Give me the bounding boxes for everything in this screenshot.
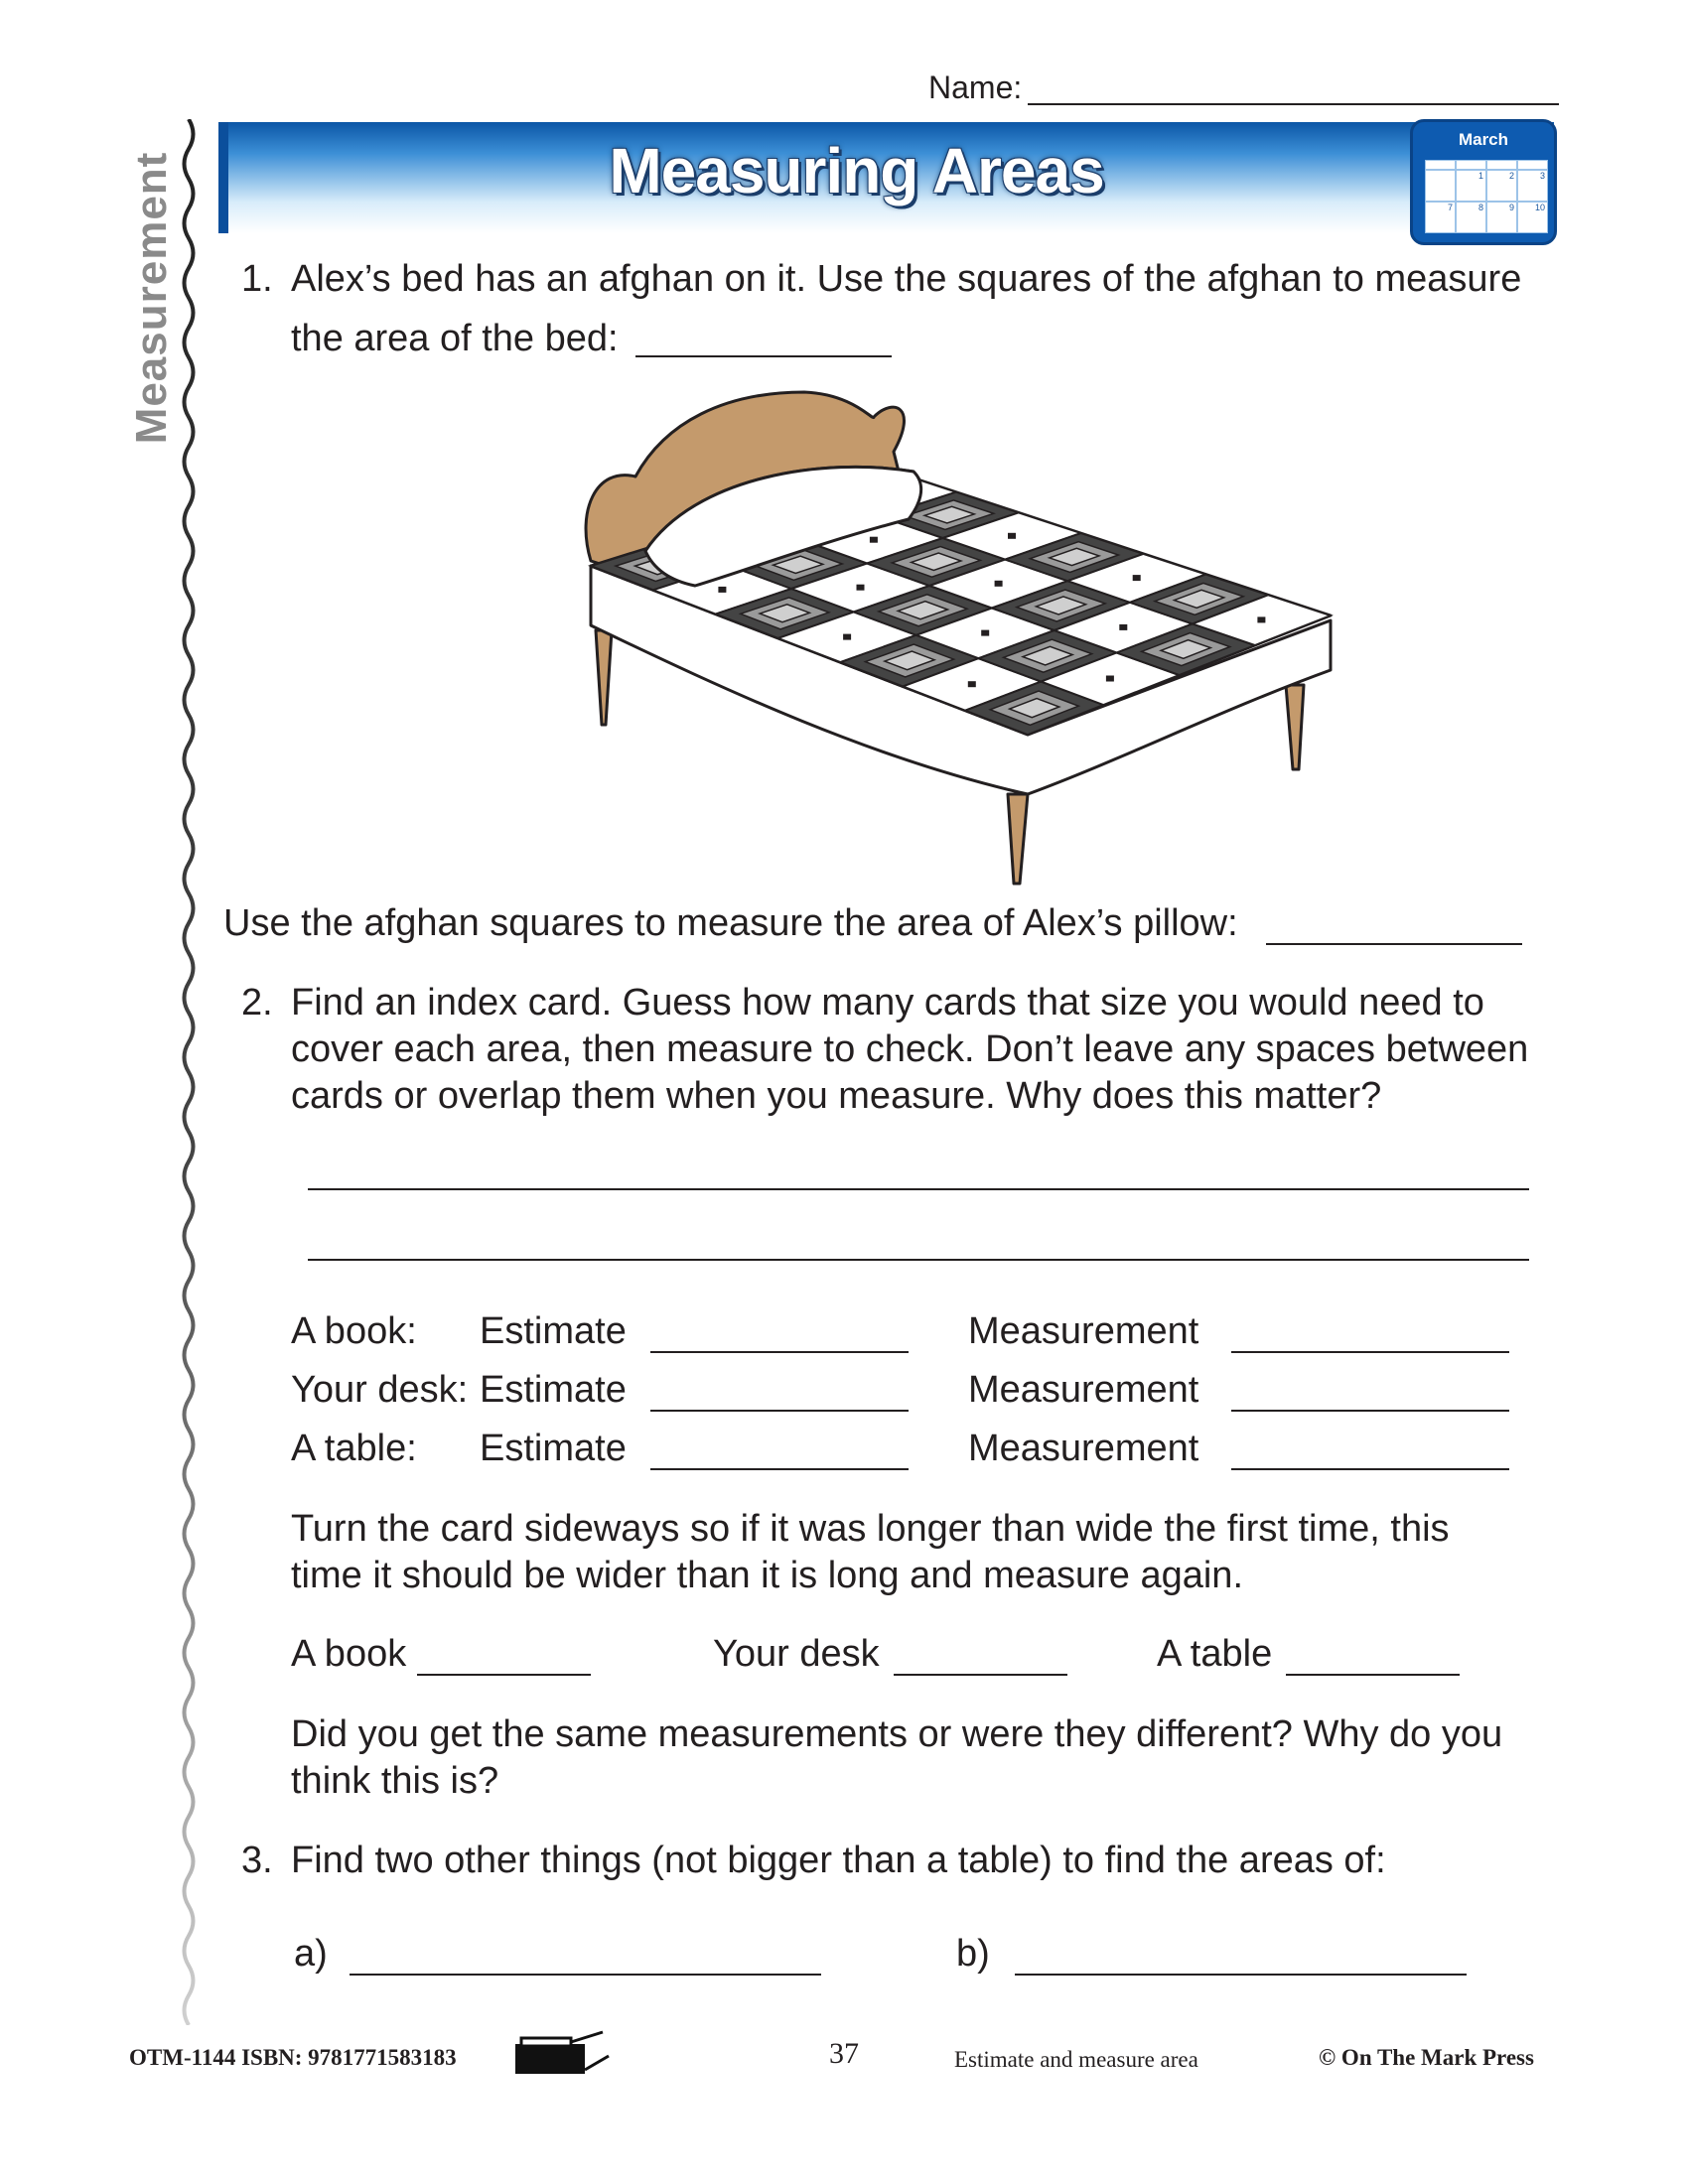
- book-measurement-line[interactable]: [1231, 1351, 1509, 1353]
- q1-text-line2-text: the area of the bed:: [291, 318, 619, 359]
- again-desk-line[interactable]: [894, 1674, 1067, 1676]
- again-table-line[interactable]: [1286, 1674, 1460, 1676]
- again-book: A book: [291, 1633, 407, 1675]
- photocopier-icon: [511, 2030, 611, 2080]
- bed-with-afghan-illustration: [576, 382, 1340, 888]
- bed-leg: [1008, 794, 1028, 884]
- calendar-icon: [1410, 119, 1557, 245]
- pillow-prompt: Use the afghan squares to measure the area of Alex’s pillow:: [223, 902, 1238, 944]
- q3-b-answer-line[interactable]: [1015, 1974, 1467, 1976]
- afghan-square-dot: [718, 587, 726, 593]
- calendar-day: 7: [1425, 202, 1456, 233]
- side-label: [121, 149, 183, 447]
- row-table-estimate: Estimate: [480, 1428, 627, 1469]
- q3-a-answer-line[interactable]: [350, 1974, 821, 1976]
- q3-number: 3.: [241, 1840, 273, 1881]
- page-number: 37: [829, 2037, 859, 2070]
- calendar-day: 10: [1517, 202, 1548, 233]
- afghan-square-dot: [1106, 676, 1114, 682]
- table-estimate-line[interactable]: [650, 1468, 909, 1470]
- afghan-square-dot: [995, 581, 1003, 587]
- calendar-day: 3: [1517, 170, 1548, 202]
- footer-publisher: © On The Mark Press: [1319, 2045, 1534, 2070]
- row-book-item: A book:: [291, 1310, 417, 1352]
- q2-line1: Find an index card. Guess how many cards that size you would need to: [291, 982, 1484, 1024]
- calendar-month: March: [1458, 130, 1509, 149]
- side-label-text: Measurement: [127, 151, 176, 445]
- row-book-measurement: Measurement: [968, 1310, 1199, 1352]
- calendar-day: 9: [1486, 202, 1517, 233]
- q1-text-line2: [291, 316, 619, 361]
- turn-line2: time it should be wider than it is long and measure again.: [291, 1555, 1243, 1596]
- afghan-square-dot: [857, 585, 865, 591]
- again-book-line[interactable]: [417, 1674, 591, 1676]
- q2-answer-line-2[interactable]: [308, 1259, 1529, 1261]
- footer-topic: Estimate and measure area: [954, 2047, 1198, 2072]
- q3-text: Find two other things (not bigger than a table) to find the areas of:: [291, 1840, 1386, 1881]
- q3-a-label: a): [294, 1933, 328, 1975]
- bed-area-answer-line[interactable]: [635, 355, 892, 357]
- desk-measurement-line[interactable]: [1231, 1410, 1509, 1412]
- q3-b-label: b): [956, 1933, 990, 1975]
- q2-line2: cover each area, then measure to check. Don’t leave any spaces between: [291, 1028, 1529, 1070]
- row-table-measurement: Measurement: [968, 1428, 1199, 1469]
- bed-leg: [1286, 685, 1304, 769]
- calendar-day: 1: [1456, 170, 1486, 202]
- name-field[interactable]: [928, 69, 1022, 106]
- q2-answer-line-1[interactable]: [308, 1188, 1529, 1190]
- afghan-square-dot: [843, 634, 851, 640]
- desk-estimate-line[interactable]: [650, 1410, 909, 1412]
- q2-line3: cards or overlap them when you measure. Why does this matter?: [291, 1075, 1382, 1117]
- bed-leg: [596, 630, 612, 725]
- afghan-square-dot: [870, 537, 878, 543]
- row-desk-item: Your desk:: [291, 1369, 469, 1411]
- pillow-area-answer-line[interactable]: [1266, 943, 1522, 945]
- book-estimate-line[interactable]: [650, 1351, 909, 1353]
- afghan-square-dot: [1119, 624, 1127, 630]
- q1-number: 1.: [241, 258, 273, 300]
- footer-code: OTM-1144 ISBN: 9781771583183: [129, 2045, 457, 2070]
- again-table: A table: [1157, 1633, 1273, 1675]
- afghan-square-dot: [1008, 533, 1016, 539]
- afghan-square-dot: [1257, 616, 1265, 622]
- same-line2: think this is?: [291, 1760, 499, 1802]
- name-line[interactable]: [1028, 103, 1559, 105]
- row-desk-estimate: Estimate: [480, 1369, 627, 1411]
- q1-text-line1: Alex’s bed has an afghan on it. Use the squares of the afghan to measure: [291, 258, 1522, 300]
- afghan-square-dot: [1133, 575, 1141, 581]
- afghan-square-dot: [968, 681, 976, 687]
- name-label: Name:: [928, 69, 1023, 105]
- title-banner: [218, 122, 1554, 233]
- afghan-square-dot: [981, 630, 989, 636]
- calendar-day: 2: [1486, 170, 1517, 202]
- same-line1: Did you get the same measurements or were they different? Why do you: [291, 1713, 1503, 1755]
- q2-number: 2.: [241, 982, 273, 1024]
- page-title: Measuring Areas: [609, 135, 1104, 206]
- calendar-grid: [1425, 160, 1548, 233]
- turn-line1: Turn the card sideways so if it was longer than wide the first time, this: [291, 1508, 1450, 1550]
- row-book-estimate: Estimate: [480, 1310, 627, 1352]
- table-measurement-line[interactable]: [1231, 1468, 1509, 1470]
- calendar-day: 8: [1456, 202, 1486, 233]
- row-desk-measurement: Measurement: [968, 1369, 1199, 1411]
- row-table-item: A table:: [291, 1428, 417, 1469]
- again-desk: Your desk: [713, 1633, 880, 1675]
